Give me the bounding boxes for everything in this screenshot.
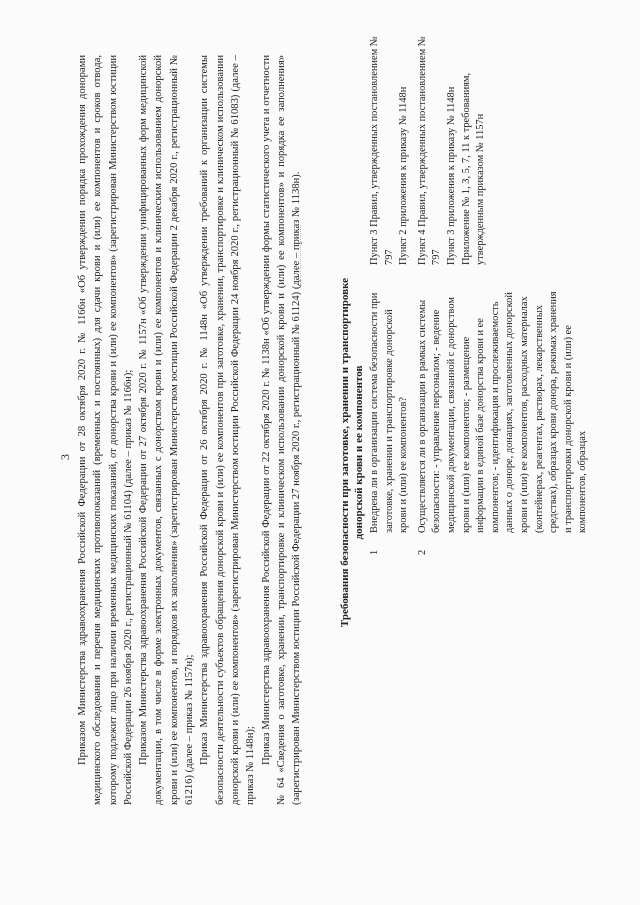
requirement-question: Внедрена ли в организации система безопасности при заготовке, хранении и транспортировке донорской крови и (или) ее компонентов? bbox=[369, 292, 410, 533]
section-title bbox=[338, 0, 366, 905]
requirement-references bbox=[368, 20, 412, 265]
requirement-question: Осуществляется ли в организации в рамках системы безопасности: - управление персоналом; - ведение медицинской документации, связанной с донорством крови и (или) ее компонентов; - размещение информации в единой базе донорства крови и ее компонентов; - идентификация и прослеживаемость данных о доноре, донациях, заготовленных донорской крови и (или) ее компонентов, расходных материалах (контейнерах, реагентах, растворах, лекарственных средствах), образцах крови донора, режимах хранения и транспортировки донорской крови и (или) ее компонентов, образцах bbox=[416, 291, 589, 533]
requirement-number: 2 bbox=[416, 549, 428, 555]
intro-text bbox=[75, 55, 304, 805]
intro-paragraph-1157n: Приказом Министерства здравоохранения Российской Федерации от 27 октября 2020 г. № 1157н «Об утверждении унифицированных форм медицинской документации, в том числе в форме электронных документов, связанных с донорством крови и (или) ее компонентов и клиническим использованием донорской крови и (или) ее компонентов, и порядков их заполнения» (зарегистрирован Министерством юстиции Российской Федерации 2 декабря 2020 г., регистрационный № 61216) (далее – приказ № 1157н); bbox=[138, 55, 196, 805]
section-title-line-1: Требования безопасности при заготовке, хранении и транспортировке bbox=[339, 277, 351, 628]
requirement-reference: Пункт 2 приложения к приказу № 1148н bbox=[398, 86, 410, 265]
requirement-references bbox=[416, 20, 489, 265]
intro-paragraph-1166n: Приказом Министерства здравоохранения Российской Федерации от 28 октября 2020 г. № 1166н «Об утверждении порядка прохождения донорами медицинского обследования и перечня медицинских противопоказаний (временных и постоянных) для сдачи крови и (или) ее компонентов и сроков отвода, которому подлежит лицо при наличии временных медицинских показаний, от донорства крови и (или) ее компонентов» (зарегистрирован Министерством юстиции Российской Федерации 26 ноября 2020 г., регистрационный № 61104) (далее – приказ № 1166н); bbox=[77, 55, 134, 805]
scan-speck-divider bbox=[300, 225, 307, 285]
requirement-reference: Пункт 3 приложения к приказу № 1148н bbox=[445, 86, 457, 265]
requirement-reference: Пункт 3 Правил, утвержденных постановлением № 797 bbox=[369, 36, 395, 265]
requirement-number: 1 bbox=[369, 549, 380, 555]
requirement-row bbox=[416, 0, 591, 905]
requirement-reference: Приложение № 1, 3, 5, 7, 11 к требованиям, утвержденным приказом № 1157н bbox=[460, 72, 487, 265]
intro-paragraph-1138n: Приказ Министерства здравоохранения Российской Федерации от 22 октября 2020 г. № 1138н «Об утверждении формы статистического учета и отчетности № 64 «Сведения о заготовке, хранении, транспортировке и клиническом использовании донорской крови и (или) ее компонентов» и порядка ее заполнения» (зарегистрирован Министерством юстиции Российской Федерации 27 ноября 2020 г., регистрационный № 61124) (далее – приказ № 1138н). bbox=[260, 55, 303, 805]
requirement-reference: Пункт 4 Правил, утвержденных постановлением № 797 bbox=[416, 36, 443, 265]
requirement-row bbox=[368, 0, 412, 905]
intro-paragraph-1148n: Приказ Министерства здравоохранения Российской Федерации от 26 октября 2020 г. № 1148н «Об утверждении требований к организации системы безопасности деятельности субъектов обращения донорской крови и (или) ее компонентов при заготовке, хранении, транспортировке и клиническом использовании донорской крови и (или) ее компонентов» (зарегистрирован Министерством юстиции Российской Федерации 24 ноября 2020 г., регистрационный № 61083) (далее – приказ № 1148н); bbox=[199, 55, 257, 805]
section-title-line-2: донорской крови и ее компонентов bbox=[353, 365, 365, 540]
page-number: 3 bbox=[58, 454, 72, 460]
requirements-table bbox=[368, 0, 591, 905]
